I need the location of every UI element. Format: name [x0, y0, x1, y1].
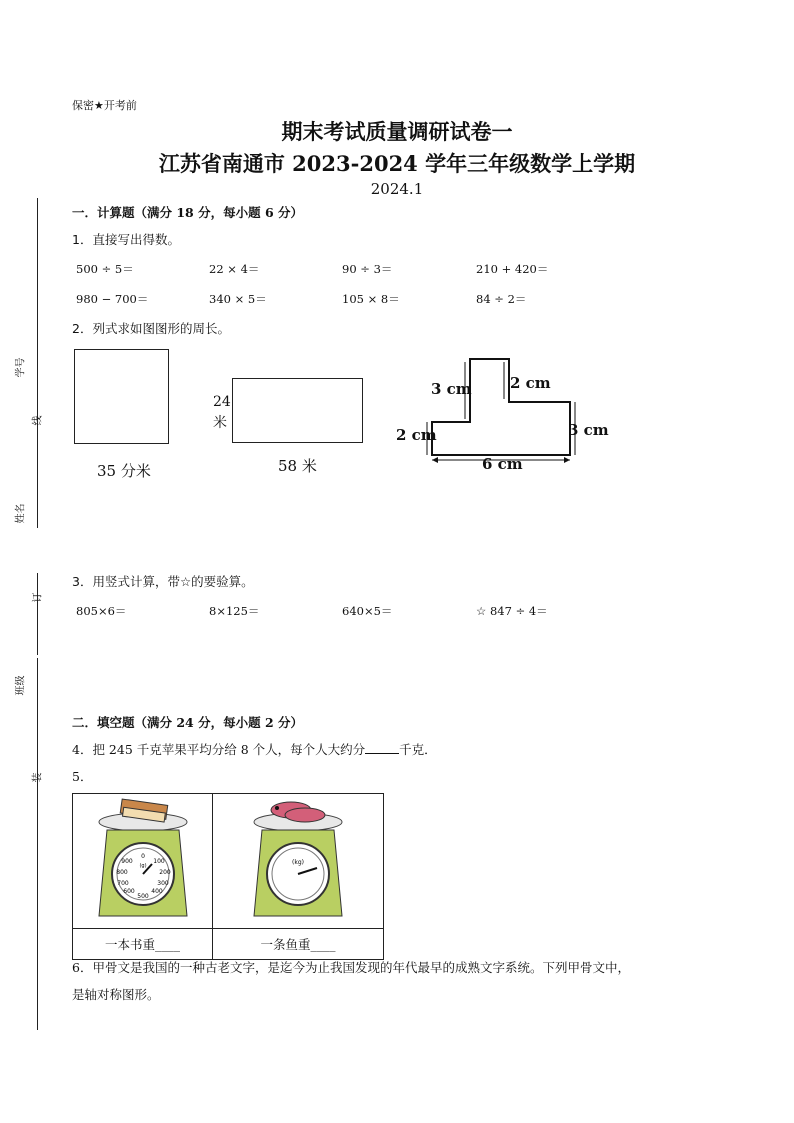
- binding-order-label: 订: [32, 592, 44, 603]
- shape-left-bottom-label: 2 cm: [396, 426, 437, 444]
- dial-number: 500: [137, 893, 149, 900]
- q3-item: 640×5＝: [342, 604, 393, 618]
- shape-bottom-label: 6 cm: [482, 455, 523, 473]
- square-side-label: 35 分米: [97, 462, 151, 480]
- class-label: 班级: [15, 675, 27, 696]
- binding-line-middle: [37, 573, 38, 655]
- q3-item: 805×6＝: [76, 604, 127, 618]
- book-caption: 一本书重____: [73, 929, 213, 960]
- name-label: 姓名: [15, 503, 27, 524]
- square-figure: [74, 349, 169, 444]
- q4-text-after: 千克．: [399, 742, 437, 757]
- q1-item: 500 ÷ 5＝: [76, 262, 134, 276]
- answer-blank: [365, 741, 399, 754]
- book-scale-illustration: [73, 794, 212, 924]
- confidential-note: 保密★开考前: [72, 99, 137, 112]
- section1-heading: 一．计算题（满分 18 分，每小题 6 分）: [72, 205, 304, 220]
- q1-item: 84 ÷ 2＝: [476, 292, 527, 306]
- q6-line2: 是轴对称图形。: [72, 987, 160, 1002]
- dial-unit: (kg): [292, 859, 304, 866]
- q5-label: 5．: [72, 769, 93, 784]
- q2-label: 2．列式求如图图形的周长。: [72, 321, 230, 336]
- q1-item: 210 + 420＝: [476, 262, 549, 276]
- fish-scale-cell: [213, 794, 384, 929]
- section2-heading: 二．填空题（满分 24 分，每小题 2 分）: [72, 715, 304, 730]
- q1-item: 90 ÷ 3＝: [342, 262, 393, 276]
- dial-unit: (g): [139, 863, 147, 869]
- page-title-line2: 江苏省南通市 2023-2024 学年三年级数学上学期: [158, 151, 636, 176]
- dial-number: 300: [157, 880, 169, 887]
- exam-date: 2024.1: [370, 180, 424, 198]
- scale-table: [72, 793, 384, 960]
- fish-scale-illustration: [213, 794, 383, 924]
- rect-height-unit: 米: [213, 415, 227, 431]
- shape-left-top-label: 3 cm: [431, 380, 472, 398]
- q3-item: ☆ 847 ÷ 4＝: [476, 604, 548, 618]
- q1-item: 105 × 8＝: [342, 292, 400, 306]
- dial-number: 600: [123, 888, 135, 895]
- q6-line1: 6．甲骨文是我国的一种古老文字，是迄今为止我国发现的年代最早的成熟文字系统。下列甲骨文中，: [72, 960, 630, 975]
- rect-width-label: 58 米: [278, 457, 317, 475]
- dial-number: 900: [121, 858, 133, 865]
- dial-number: 100: [153, 858, 165, 865]
- q4-text: [72, 740, 437, 758]
- binding-line-bottom: [37, 658, 38, 1030]
- dial-number: 700: [117, 880, 129, 887]
- dial-number: 800: [116, 869, 128, 876]
- book-scale-cell: [73, 794, 213, 929]
- fish-caption: 一条鱼重____: [213, 929, 384, 960]
- q1-item: 980 − 700＝: [76, 292, 149, 306]
- binding-line-label: 线: [32, 415, 44, 426]
- dial-number: 200: [159, 869, 171, 876]
- q1-item: 22 × 4＝: [209, 262, 260, 276]
- shape-right-top-label: 2 cm: [510, 374, 551, 392]
- shape-right-label: 3 cm: [568, 421, 609, 439]
- q1-label: 1．直接写出得数。: [72, 232, 180, 247]
- page-title-line1: 期末考试质量调研试卷一: [281, 119, 513, 144]
- dial-number: 400: [151, 888, 163, 895]
- q3-label: 3．用竖式计算，带☆的要验算。: [72, 574, 254, 589]
- q4-text-before: 4．把 245 千克苹果平均分给 8 个人，每个人大约分: [72, 742, 366, 757]
- rect-height-number: 24: [213, 394, 231, 410]
- q3-item: 8×125＝: [209, 604, 260, 618]
- binding-bind-label: 装: [32, 772, 44, 783]
- rectangle-figure: [232, 378, 363, 443]
- q1-item: 340 × 5＝: [209, 292, 267, 306]
- student-no-label: 学号: [15, 357, 27, 378]
- binding-line-top: [37, 198, 38, 528]
- dial-number: 0: [141, 853, 145, 860]
